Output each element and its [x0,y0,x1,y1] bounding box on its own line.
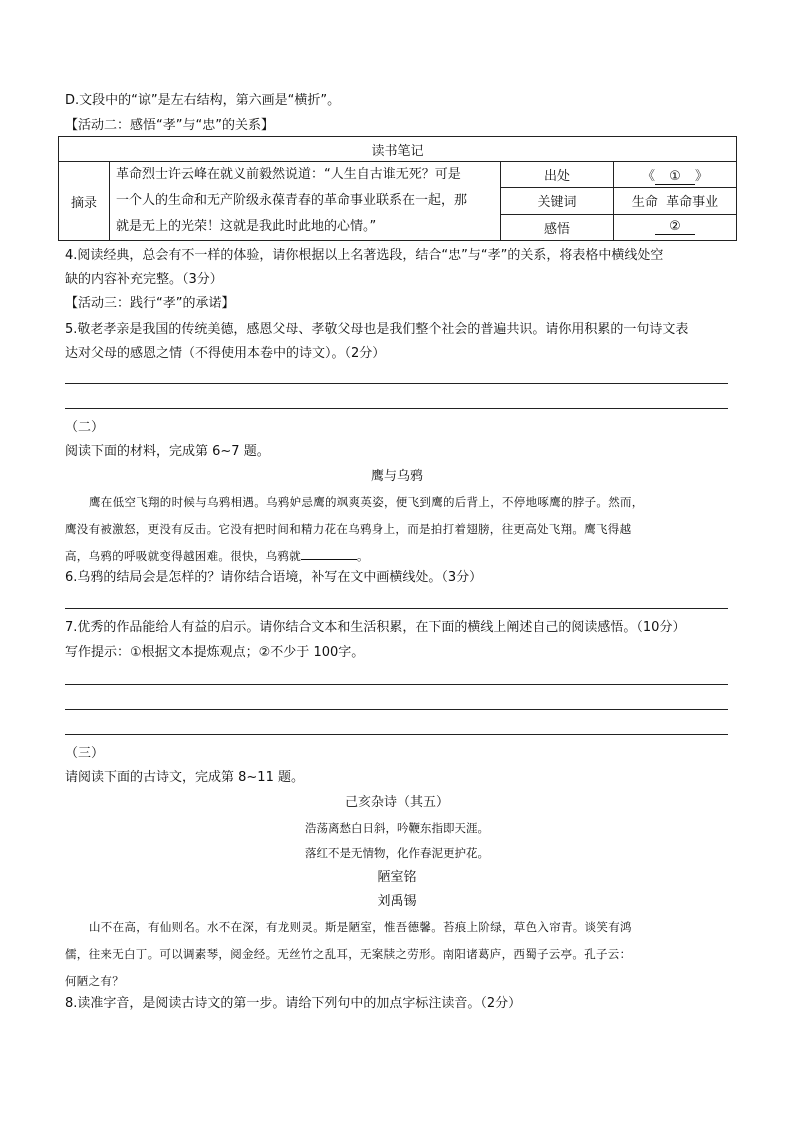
book-mark-close: 》 [695,168,709,184]
section-3-heading: （三） [65,746,105,761]
section-2-heading: （二） [65,420,105,435]
book-mark-open: 《 [641,168,655,184]
reading-notes-table [58,136,737,241]
essay-text [65,914,729,995]
excerpt-label: 摘录 [59,162,110,241]
blank-2[interactable]: ② [655,219,695,235]
activity-2-heading: 【活动二：感悟“孝”与“忠”的关系】 [65,118,274,133]
essay-author: 刘禹锡 [377,894,417,909]
fable-line: 高，乌鸦的呼吸就变得越困难。很快，乌鸦就 [65,549,301,563]
poem-line-1: 浩荡离愁白日斜，吟鞭东指即天涯。 [305,821,489,835]
keyword-value: 生命 革命事业 [614,188,737,214]
insight-value [614,214,737,240]
fable-line: 鹰在低空飞翔的时候与乌鸦相遇。乌鸦妒忌鹰的飒爽英姿，便飞到鹰的后背上，不停地啄鹰的脖子。然而， [89,495,644,509]
answer-line[interactable] [65,734,728,735]
activity-3-heading: 【活动三：践行“孝”的承诺】 [65,296,235,311]
section-3-intro: 请阅读下面的古诗文，完成第 8~11 题。 [65,770,304,785]
essay-line: 山不在高，有仙则名。水不在深，有龙则灵。斯是陋室，惟吾德馨。苔痕上阶绿，草色入帘青。谈笑有鸿 [89,920,632,934]
q8: 8.读准字音，是阅读古诗文的第一步。请给下列句中的加点字标注读音。（2分） [65,996,522,1011]
q5-line-1: 5.敬老孝亲是我国的传统美德，感恩父母、孝敬父母也是我们整个社会的普遍共识。请你用积累的一句诗文表 [65,322,689,337]
blank-1[interactable]: ① [655,169,695,185]
source-label: 出处 [501,162,614,188]
section-2-intro: 阅读下面的材料，完成第 6~7 题。 [65,444,270,459]
fable-period: 。 [357,549,369,563]
answer-line[interactable] [65,608,728,609]
q7-tip: 写作提示：①根据文本提炼观点；②不少于 100字。 [65,645,365,660]
q7: 7.优秀的作品能给人有益的启示。请你结合文本和生活积累，在下面的横线上阐述自己的阅读感悟。（10分） [65,620,686,635]
q5-line-2: 达对父母的感恩之情（不得使用本卷中的诗文）。（2分） [65,346,386,361]
answer-line[interactable] [65,408,728,409]
fable-line: 鹰没有被激怒，更没有反击。它没有把时间和精力花在乌鸦身上，而是拍打着翅膀，往更高处飞翔。鹰飞得越 [65,522,632,536]
essay-title: 陋室铭 [377,870,417,885]
answer-line[interactable] [65,383,728,384]
answer-line[interactable] [65,684,728,685]
fable-blank[interactable] [301,559,357,560]
excerpt-line: 一个人的生命和无产阶级永葆青春的革命事业联系在一起，那 [116,193,468,208]
q4-line-2: 缺的内容补充完整。（3分） [65,272,223,287]
poem-line-2: 落红不是无情物，化作春泥更护花。 [305,846,489,860]
keyword-label: 关键词 [501,188,614,214]
source-value [614,162,737,188]
poem-title: 己亥杂诗（其五） [344,795,449,810]
table-title: 读书笔记 [59,137,737,162]
fable-title: 鹰与乌鸦 [370,469,423,484]
q4-line-1: 4.阅读经典，总会有不一样的体验，请你根据以上名著选段，结合“忠”与“孝”的关系，将表格中横线处空 [65,248,664,263]
excerpt-line: 革命烈士许云峰在就义前毅然说道：“人生自古谁无死？可是 [116,167,461,182]
excerpt-text [110,162,501,241]
answer-line[interactable] [65,709,728,710]
q6: 6.乌鸦的结局会是怎样的？请你结合语境，补写在文中画横线处。（3分） [65,570,483,585]
insight-label: 感悟 [501,214,614,240]
option-d: D.文段中的“谅”是左右结构，第六画是“横折”。 [65,93,341,108]
excerpt-line: 就是无上的光荣！这就是我此时此地的心情。” [116,219,377,234]
essay-line: 儒，往来无白丁。可以调素琴，阅金经。无丝竹之乱耳，无案牍之劳形。南阳诸葛庐，西蜀子云亭。孔子云： [65,947,632,961]
essay-line: 何陋之有？ [65,974,124,988]
fable-text [65,489,729,570]
